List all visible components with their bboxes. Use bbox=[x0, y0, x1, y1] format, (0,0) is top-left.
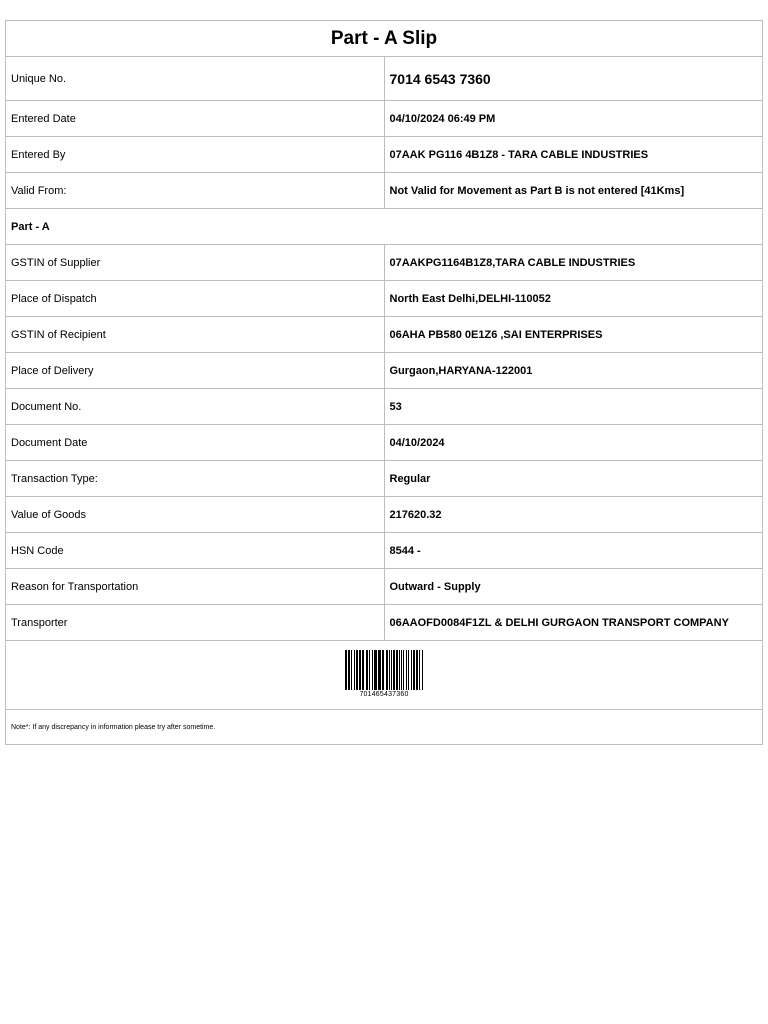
gstin-supplier-value: 07AAKPG1164B1Z8,TARA CABLE INDUSTRIES bbox=[384, 245, 763, 281]
valid-from-value: Not Valid for Movement as Part B is not entered [41Kms] bbox=[384, 173, 763, 209]
slip-title: Part - A Slip bbox=[6, 21, 763, 57]
note-row bbox=[6, 710, 763, 745]
document-no-row bbox=[6, 389, 763, 425]
place-of-delivery-row bbox=[6, 353, 763, 389]
unique-no-value: 7014 6543 7360 bbox=[384, 57, 763, 101]
place-of-dispatch-value: North East Delhi,DELHI-110052 bbox=[384, 281, 763, 317]
part-a-slip-table bbox=[5, 20, 763, 745]
entered-date-value: 04/10/2024 06:49 PM bbox=[384, 101, 763, 137]
barcode-number: 701465437360 bbox=[359, 690, 409, 698]
gstin-supplier-label: GSTIN of Supplier bbox=[6, 245, 385, 281]
barcode bbox=[344, 650, 424, 698]
place-of-delivery-value: Gurgaon,HARYANA-122001 bbox=[384, 353, 763, 389]
hsn-code-label: HSN Code bbox=[6, 533, 385, 569]
transporter-value: 06AAOFD0084F1ZL & DELHI GURGAON TRANSPORT COMPANY bbox=[384, 605, 763, 641]
valid-from-label: Valid From: bbox=[6, 173, 385, 209]
entered-by-value: 07AAK PG116 4B1Z8 - TARA CABLE INDUSTRIES bbox=[384, 137, 763, 173]
entered-by-row bbox=[6, 137, 763, 173]
hsn-code-value: 8544 - bbox=[384, 533, 763, 569]
transaction-type-row bbox=[6, 461, 763, 497]
value-of-goods-row bbox=[6, 497, 763, 533]
barcode-cell bbox=[6, 641, 763, 710]
entered-by-label: Entered By bbox=[6, 137, 385, 173]
document-date-row bbox=[6, 425, 763, 461]
gstin-recipient-label: GSTIN of Recipient bbox=[6, 317, 385, 353]
entered-date-row bbox=[6, 101, 763, 137]
reason-for-transportation-value: Outward - Supply bbox=[384, 569, 763, 605]
gstin-recipient-row bbox=[6, 317, 763, 353]
transporter-row bbox=[6, 605, 763, 641]
valid-from-row bbox=[6, 173, 763, 209]
document-date-label: Document Date bbox=[6, 425, 385, 461]
section-row bbox=[6, 209, 763, 245]
place-of-dispatch-label: Place of Dispatch bbox=[6, 281, 385, 317]
reason-for-transportation-row bbox=[6, 569, 763, 605]
transporter-label: Transporter bbox=[6, 605, 385, 641]
barcode-image bbox=[344, 650, 424, 690]
transaction-type-value: Regular bbox=[384, 461, 763, 497]
transaction-type-label: Transaction Type: bbox=[6, 461, 385, 497]
document-no-label: Document No. bbox=[6, 389, 385, 425]
value-of-goods-label: Value of Goods bbox=[6, 497, 385, 533]
unique-no-row bbox=[6, 57, 763, 101]
gstin-supplier-row bbox=[6, 245, 763, 281]
document-date-value: 04/10/2024 bbox=[384, 425, 763, 461]
place-of-dispatch-row bbox=[6, 281, 763, 317]
gstin-recipient-value: 06AHA PB580 0E1Z6 ,SAI ENTERPRISES bbox=[384, 317, 763, 353]
reason-for-transportation-label: Reason for Transportation bbox=[6, 569, 385, 605]
barcode-row bbox=[6, 641, 763, 710]
document-no-value: 53 bbox=[384, 389, 763, 425]
hsn-code-row bbox=[6, 533, 763, 569]
value-of-goods-value: 217620.32 bbox=[384, 497, 763, 533]
place-of-delivery-label: Place of Delivery bbox=[6, 353, 385, 389]
entered-date-label: Entered Date bbox=[6, 101, 385, 137]
title-row bbox=[6, 21, 763, 57]
note-text: Note*: If any discrepancy in information please try after sometime. bbox=[6, 710, 763, 745]
section-heading-part-a: Part - A bbox=[6, 209, 763, 245]
unique-no-label: Unique No. bbox=[6, 57, 385, 101]
